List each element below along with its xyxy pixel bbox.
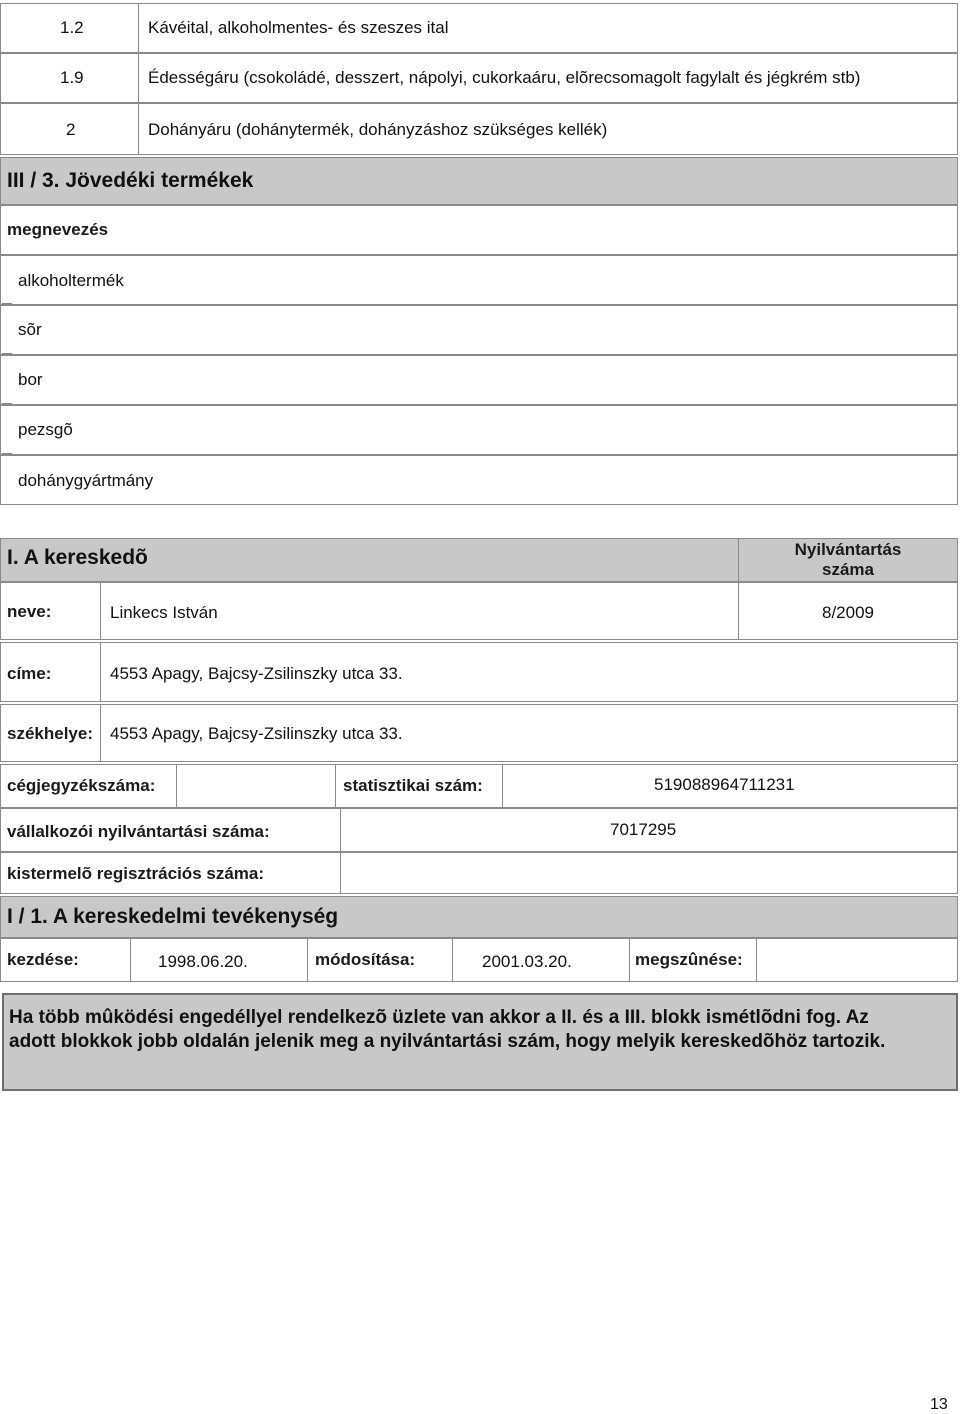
excise-item: dohánygyártmány (18, 471, 154, 490)
category-text: Édességáru (csokoládé, desszert, nápolyi, cukorkaáru, elõrecsomagolt fagylalt és jégkrém stb) (148, 68, 861, 87)
merchant-section-title: I. A kereskedõ (7, 546, 148, 569)
activity-end-field (756, 938, 958, 982)
excise-item: alkoholtermék (18, 271, 124, 290)
merchant-name-label: neve: (7, 602, 52, 621)
company-reg-field (176, 764, 336, 808)
excise-section-title: III / 3. Jövedéki termékek (7, 169, 254, 192)
activity-section-title: I / 1. A kereskedelmi tevékenység (7, 905, 339, 928)
registration-number-label: Nyilvántartás száma (794, 540, 902, 579)
merchant-seat-value: 4553 Apagy, Bajcsy-Zsilinszky utca 33. (110, 724, 403, 743)
merchant-address-value: 4553 Apagy, Bajcsy-Zsilinszky utca 33. (110, 664, 403, 683)
category-text: Kávéital, alkoholmentes- és szeszes ital (148, 18, 449, 37)
merchant-name-value: Linkecs István (110, 603, 218, 622)
excise-item: pezsgõ (18, 420, 73, 439)
activity-end-label: megszûnése: (635, 950, 743, 969)
excise-item: bor (18, 370, 43, 389)
excise-item-row (0, 305, 958, 355)
company-reg-label: cégjegyzékszáma: (7, 776, 156, 795)
category-code: 2 (66, 120, 76, 139)
excise-item: sõr (18, 320, 42, 339)
activity-start-value: 1998.06.20. (158, 952, 248, 971)
merchant-address-label: címe: (7, 664, 52, 683)
activity-modified-value: 2001.03.20. (482, 952, 572, 971)
entrepreneur-reg-label: vállalkozói nyilvántartási száma: (7, 822, 270, 841)
smallholder-reg-field (340, 852, 958, 894)
excise-item-row (0, 355, 958, 405)
category-row (0, 3, 958, 53)
stat-number-value: 519088964711231 (654, 775, 795, 794)
excise-column-header (0, 205, 958, 255)
excise-item-row (0, 405, 958, 455)
activity-start-label: kezdése: (7, 950, 79, 969)
excise-item-row (0, 255, 958, 305)
entrepreneur-reg-value: 7017295 (610, 820, 677, 839)
stat-number-label: statisztikai szám: (343, 776, 483, 795)
activity-modified-label: módosítása: (315, 950, 416, 969)
note-text: Ha több mûködési engedéllyel rendelkezõ üzlete van akkor a II. és a III. blokk ismétlõdni fog. Az adott blokkok jobb oldalán jelenik meg a nyilvántartási szám, hogy melyik kereskedõhöz tartozik. (9, 1007, 886, 1052)
page-number: 13 (930, 1396, 948, 1413)
registration-number-value: 8/2009 (822, 603, 874, 622)
category-text: Dohányáru (dohánytermék, dohányzáshoz szükséges kellék) (148, 120, 608, 139)
category-code: 1.2 (60, 18, 84, 37)
category-code: 1.9 (60, 68, 84, 87)
smallholder-reg-label: kistermelõ regisztrációs száma: (7, 864, 265, 883)
merchant-seat-label: székhelye: (7, 724, 93, 743)
excise-column-label: megnevezés (7, 220, 109, 239)
